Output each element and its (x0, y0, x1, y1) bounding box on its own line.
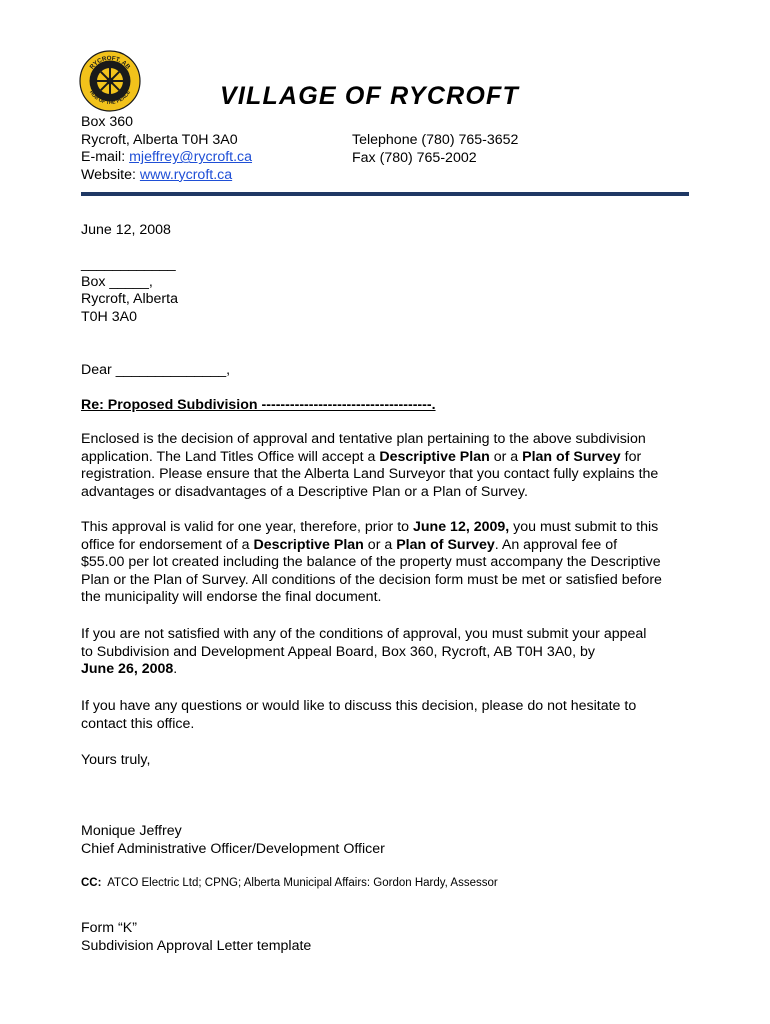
p1-text: application. The Land Titles Office will accept a (81, 448, 380, 465)
recipient-postal: T0H 3A0 (81, 308, 137, 325)
paragraph-3 (81, 626, 693, 679)
telephone: Telephone (780) 765-3652 (352, 132, 519, 148)
p4-line-2: contact this office. (81, 715, 195, 732)
p1-bold-plan-of-survey: Plan of Survey (522, 448, 621, 465)
closing: Yours truly, (81, 752, 151, 768)
p2-line-2 (81, 537, 693, 555)
p1-line-1: Enclosed is the decision of approval and tentative plan pertaining to the above subdivision (81, 431, 646, 447)
p2-line-5: the municipality will endorse the final document. (81, 589, 382, 606)
p2-text: . An approval fee of (494, 536, 618, 553)
p3-line-1: If you are not satisfied with any of the conditions of approval, you must submit your appeal (81, 626, 647, 642)
contact-block (352, 132, 518, 167)
p2-bold-date: June 12, 2009, (413, 519, 510, 535)
p2-line-4: Plan or the Plan of Survey. All conditions of the decision form must be met or satisfied before (81, 571, 662, 588)
recipient-name: ____________ (81, 256, 176, 272)
cc-line (81, 876, 498, 890)
website-line (81, 167, 252, 185)
village-seal-logo (79, 50, 141, 112)
p2-text: This approval is valid for one year, therefore, prior to (81, 519, 413, 535)
p2-bold-plan-of-survey: Plan of Survey (396, 536, 495, 553)
signer-title: Chief Administrative Officer/Development Officer (81, 840, 385, 857)
header-divider (81, 192, 689, 196)
p1-text: for (620, 448, 642, 465)
p1-bold-descriptive-plan: Descriptive Plan (379, 448, 490, 465)
form-title: Subdivision Approval Letter template (81, 937, 312, 954)
subject-line: Re: Proposed Subdivision ------------------------------------. (81, 397, 436, 413)
p3-line-2: to Subdivision and Development Appeal Board, Box 360, Rycroft, AB T0H 3A0, by (81, 643, 595, 660)
p1-line-2 (81, 449, 693, 467)
form-label: Form “K” (81, 920, 137, 936)
p2-bold-descriptive-plan: Descriptive Plan (253, 536, 364, 553)
recipient-box: Box _____, (81, 273, 153, 290)
p3-bold-date: June 26, 2008 (81, 661, 174, 678)
address-city: Rycroft, Alberta T0H 3A0 (81, 131, 238, 148)
paragraph-2 (81, 519, 693, 607)
paragraph-4 (81, 698, 693, 733)
email-line (81, 149, 252, 167)
p1-line-4: advantages or disadvantages of a Descriptive Plan or a Plan of Survey. (81, 483, 528, 500)
p4-line-1: If you have any questions or would like to discuss this decision, please do not hesitate to (81, 698, 637, 714)
recipient-block (81, 256, 178, 326)
form-footer (81, 920, 311, 955)
salutation: Dear ______________, (81, 362, 231, 378)
address-block (81, 114, 252, 184)
recipient-city: Rycroft, Alberta (81, 291, 178, 308)
paragraph-1 (81, 431, 693, 501)
p1-line-3: registration. Please ensure that the Alberta Land Surveyor that you contact fully explains the (81, 466, 659, 483)
p2-line-1 (81, 519, 693, 537)
website-label: Website: (81, 166, 140, 183)
cc-label: CC: (81, 877, 102, 889)
cc-recipients: ATCO Electric Ltd; CPNG; Alberta Municipal Affairs: Gordon Hardy, Assessor (101, 877, 498, 889)
address-box: Box 360 (81, 114, 134, 130)
p2-text: office for endorsement of a (81, 536, 254, 553)
fax: Fax (780) 765-2002 (352, 149, 477, 166)
p2-line-3: $55.00 per lot created including the balance of the property must accompany the Descriptive (81, 554, 661, 571)
p3-text: . (173, 661, 178, 678)
p2-text: or a (363, 536, 397, 553)
email-label: E-mail: (81, 149, 130, 166)
signature-block (81, 823, 385, 858)
p1-text: or a (489, 448, 523, 465)
p2-text: you must submit to this (509, 519, 659, 535)
email-link[interactable]: mjeffrey@rycroft.ca (129, 149, 253, 166)
p3-line-3 (81, 661, 693, 679)
seal-text-top: RYCROFT, AB (88, 54, 132, 71)
signer-name: Monique Jeffrey (81, 823, 182, 839)
website-link[interactable]: www.rycroft.ca (139, 166, 233, 183)
letter-date: June 12, 2008 (81, 222, 171, 238)
letterhead-title: VILLAGE OF RYCROFT (220, 82, 519, 110)
seal-text-bottom: HUB OF THE PEACE (87, 89, 133, 107)
